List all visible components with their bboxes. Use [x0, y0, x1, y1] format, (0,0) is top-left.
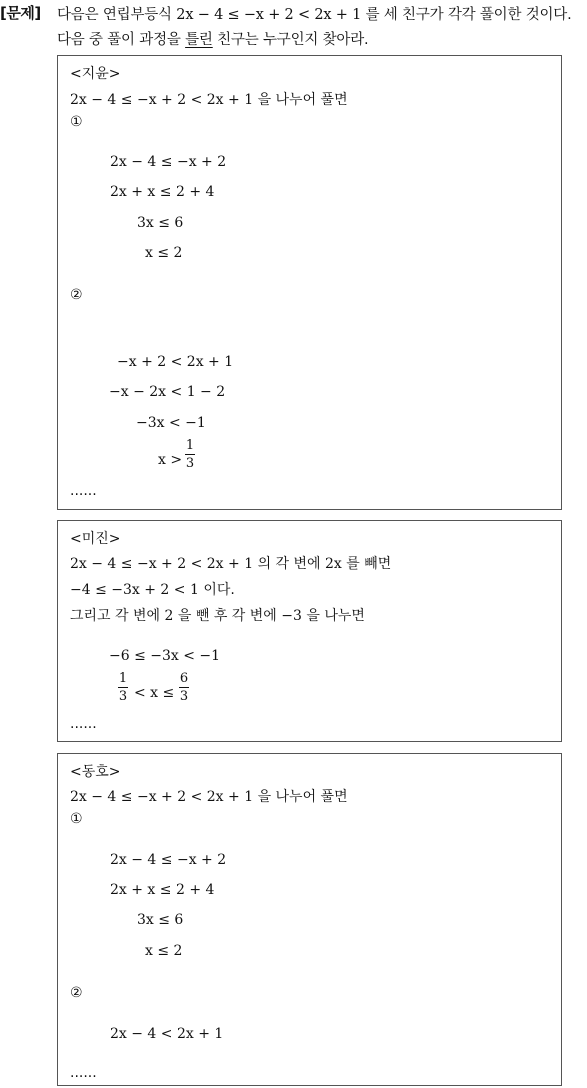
mijin-line-2 — [70, 579, 235, 599]
part-1-label: ① — [70, 811, 83, 827]
text: 를 빼면 — [346, 556, 392, 572]
fraction — [118, 671, 128, 704]
step-line: −x + 2 < 2x + 1 — [117, 354, 234, 370]
step-line: 2x − 4 ≤ −x + 2 — [110, 154, 227, 170]
numerator: 1 — [185, 438, 195, 453]
dongho-solution-box — [57, 753, 562, 1086]
math: −3 — [281, 608, 302, 624]
jiyun-intro — [70, 89, 348, 109]
denominator: 3 — [179, 689, 189, 704]
step-line: 2x + x ≤ 2 + 4 — [110, 882, 215, 898]
text: 을 뺀 후 각 변에 — [177, 608, 277, 624]
mijin-name: <미진> — [70, 531, 121, 547]
fraction — [179, 671, 189, 704]
inequality: 2x − 4 ≤ −x + 2 < 2x + 1 — [70, 789, 254, 805]
step-line: −6 ≤ −3x < −1 — [109, 648, 221, 664]
fraction-bar — [179, 687, 189, 688]
step-line: < x ≤ — [134, 685, 175, 701]
step-line: 2x − 4 < 2x + 1 — [110, 1026, 224, 1042]
dongho-intro — [70, 786, 348, 806]
part-1-label: ① — [70, 114, 83, 130]
ellipsis: ...... — [70, 716, 97, 732]
part-2-label: ② — [70, 985, 83, 1001]
step-line: −x − 2x < 1 − 2 — [109, 384, 226, 400]
fraction-bar — [185, 454, 195, 455]
intro-text: 을 나누어 풀면 — [257, 92, 348, 108]
problem-text: 를 세 친구가 각각 풀이한 것이다. — [365, 7, 572, 23]
text: 의 각 변에 — [257, 556, 321, 572]
problem-text: 다음은 연립부등식 — [57, 7, 172, 23]
numerator: 6 — [179, 671, 189, 686]
denominator: 3 — [185, 456, 195, 471]
step-line: 3x ≤ 6 — [137, 215, 184, 231]
text: 그리고 각 변에 — [70, 608, 161, 624]
underlined-word: 틀린 — [185, 32, 213, 48]
inequality: −4 ≤ −3x + 2 < 1 — [70, 582, 199, 598]
math: 2 — [164, 608, 174, 624]
problem-inequality: 2x − 4 ≤ −x + 2 < 2x + 1 — [176, 7, 362, 23]
fraction-bar — [118, 687, 128, 688]
problem-line-1 — [57, 3, 572, 24]
part-2-label: ② — [70, 287, 83, 303]
intro-text: 을 나누어 풀면 — [257, 789, 348, 805]
fraction — [185, 438, 195, 471]
inequality: 2x − 4 ≤ −x + 2 < 2x + 1 — [70, 92, 254, 108]
step-line: 2x + x ≤ 2 + 4 — [110, 184, 215, 200]
text: 이다. — [203, 582, 235, 598]
step-line: x > — [158, 452, 183, 468]
mijin-line-1 — [70, 553, 391, 573]
jiyun-solution-box — [57, 55, 562, 510]
mijin-line-3 — [70, 605, 365, 625]
denominator: 3 — [118, 689, 128, 704]
problem-line-2 — [57, 28, 368, 49]
jiyun-name: <지윤> — [70, 66, 121, 82]
numerator: 1 — [118, 671, 128, 686]
ellipsis: ...... — [70, 483, 97, 499]
step-line: 2x − 4 ≤ −x + 2 — [110, 852, 227, 868]
step-line: x ≤ 2 — [145, 245, 183, 261]
math: 2x — [325, 556, 342, 572]
step-line: 3x ≤ 6 — [137, 912, 184, 928]
mijin-solution-box — [57, 520, 562, 742]
problem-tag: [문제] — [0, 4, 41, 22]
inequality: 2x − 4 ≤ −x + 2 < 2x + 1 — [70, 556, 254, 572]
ellipsis: ...... — [70, 1065, 97, 1081]
step-line: x ≤ 2 — [145, 943, 183, 959]
text: 을 나누면 — [306, 608, 365, 624]
problem-text: 친구는 누구인지 찾아라. — [217, 32, 369, 48]
dongho-name: <동호> — [70, 764, 121, 780]
step-line: −3x < −1 — [136, 415, 206, 431]
problem-text: 다음 중 풀이 과정을 — [57, 32, 181, 48]
